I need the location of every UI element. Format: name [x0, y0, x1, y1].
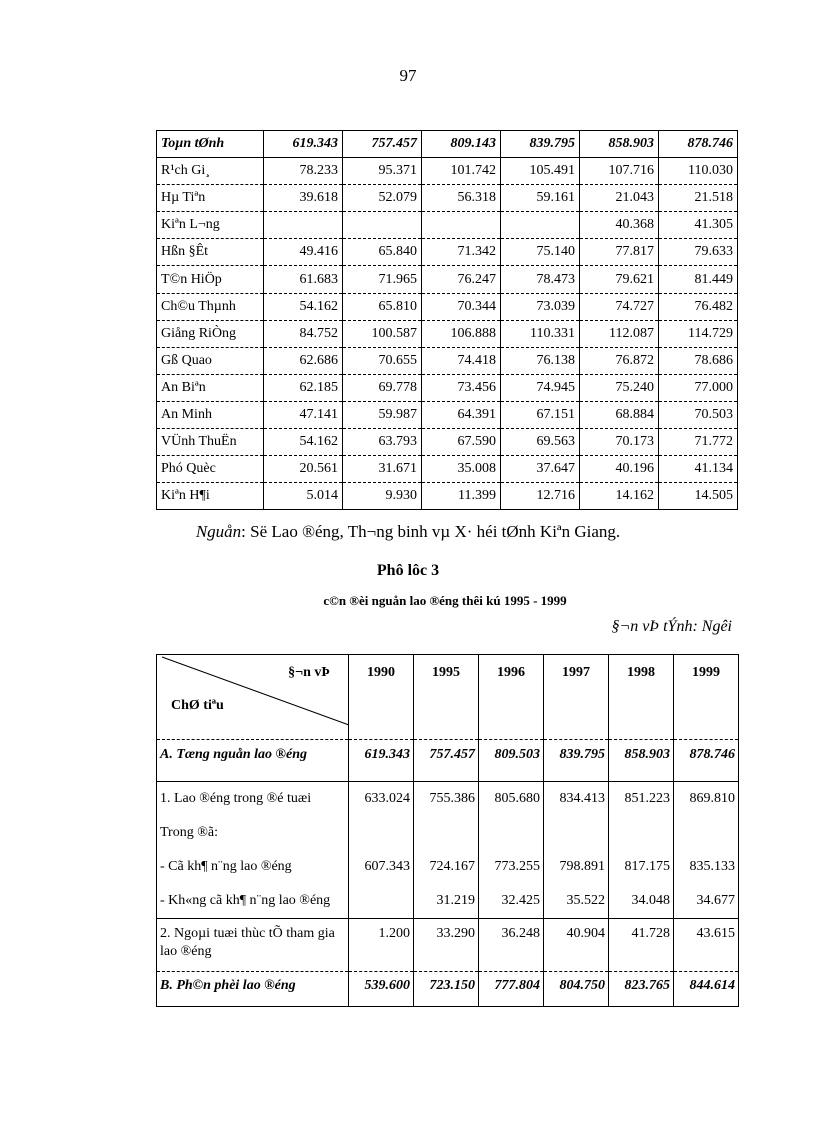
cell-value: 724.167: [429, 859, 475, 874]
year-header: 1995: [414, 655, 479, 740]
district-name: VÜnh ThuËn: [157, 429, 264, 456]
cell-value: 40.196: [580, 456, 659, 483]
table-row: [157, 239, 738, 266]
cell-value: 78.233: [264, 158, 343, 185]
cell-value: 31.219: [436, 893, 475, 908]
cell-value: 110.030: [659, 158, 738, 185]
cell-value: 858.903: [609, 740, 674, 782]
cell-value: 65.810: [343, 293, 422, 320]
table-row: [157, 293, 738, 320]
table-row: [157, 429, 738, 456]
cell-value: 36.248: [501, 926, 540, 941]
cell-value: 76.247: [422, 266, 501, 293]
year-header: 1996: [479, 655, 544, 740]
cell-value: 878.746: [659, 131, 738, 158]
cell-value: 77.000: [659, 374, 738, 401]
cell-value: 67.151: [501, 401, 580, 428]
table-row: [157, 266, 738, 293]
cell-value: 35.008: [422, 456, 501, 483]
cell-value: 34.048: [631, 893, 670, 908]
cell-value: 757.457: [343, 131, 422, 158]
cell-value: 54.162: [264, 429, 343, 456]
cell-group: [349, 919, 414, 972]
cell-value: 723.150: [414, 972, 479, 1007]
of-which-label: Trong ®ã:: [160, 825, 218, 840]
cell-value: 68.884: [580, 401, 659, 428]
cell-value: 809.503: [479, 740, 544, 782]
labor-balance-table: [156, 654, 739, 1007]
cell-value: 47.141: [264, 401, 343, 428]
table-row: [157, 347, 738, 374]
cell-value: 71.772: [659, 429, 738, 456]
cell-group: [544, 919, 609, 972]
cell-value: 78.686: [659, 347, 738, 374]
cell-value: 62.185: [264, 374, 343, 401]
table-row: [157, 320, 738, 347]
cell-value: 14.162: [580, 483, 659, 510]
cell-value: 64.391: [422, 401, 501, 428]
cell-value: 844.614: [674, 972, 739, 1007]
cell-value: 59.161: [501, 185, 580, 212]
cell-value: 107.716: [580, 158, 659, 185]
cell-value: 63.793: [343, 429, 422, 456]
cell-value: 76.138: [501, 347, 580, 374]
cell-value: 851.223: [624, 791, 670, 806]
table-row: [157, 374, 738, 401]
cell-value: 839.795: [544, 740, 609, 782]
cell-value: 101.742: [422, 158, 501, 185]
cell-value: 41.728: [631, 926, 670, 941]
cell-value: [264, 212, 343, 239]
year-header: 1998: [609, 655, 674, 740]
cell-value: 619.343: [264, 131, 343, 158]
cell-value: 77.817: [580, 239, 659, 266]
cell-value: 52.079: [343, 185, 422, 212]
cell-value: 65.840: [343, 239, 422, 266]
cell-value: 834.413: [559, 791, 605, 806]
district-name: Phó Quèc: [157, 456, 264, 483]
table-caption: c©n ®èi nguån lao ®éng thêi kú 1995 - 1999: [323, 593, 567, 608]
cell-value: 43.615: [696, 926, 735, 941]
cell-value: 773.255: [494, 859, 540, 874]
cell-value: 804.750: [544, 972, 609, 1007]
cell-group: [349, 782, 414, 919]
cell-value: 110.331: [501, 320, 580, 347]
unit-note: §¬n vÞ tÝnh: Ngêi: [611, 618, 732, 635]
table-row-labor-distribution: [157, 972, 739, 1007]
cell-value: 805.680: [494, 791, 540, 806]
cell-group: [544, 782, 609, 919]
cell-value: 858.903: [580, 131, 659, 158]
cell-value: 76.872: [580, 347, 659, 374]
cell-value: 40.904: [566, 926, 605, 941]
row-label: A. Tæng nguån lao ®éng: [157, 740, 349, 782]
cell-value: 1.200: [378, 926, 410, 941]
table-row: [157, 212, 738, 239]
year-header: 1997: [544, 655, 609, 740]
cell-group: [609, 919, 674, 972]
cell-value: 32.425: [501, 893, 540, 908]
district-name: Hµ Tiªn: [157, 185, 264, 212]
row-label: 1. Lao ®éng trong ®é tuæi: [160, 791, 312, 806]
year-header: 1999: [674, 655, 739, 740]
table-row-working-age: [157, 782, 739, 919]
table-row: [157, 401, 738, 428]
cell-group: [414, 919, 479, 972]
cell-value: 106.888: [422, 320, 501, 347]
cell-value: 76.482: [659, 293, 738, 320]
cell-value: 59.987: [343, 401, 422, 428]
cell-value: 33.290: [436, 926, 475, 941]
table-row: [157, 131, 738, 158]
cell-value: 39.618: [264, 185, 343, 212]
cell-value: 34.677: [696, 893, 735, 908]
cell-value: 69.778: [343, 374, 422, 401]
cell-value: 75.140: [501, 239, 580, 266]
cell-value: 54.162: [264, 293, 343, 320]
cell-value: 114.729: [659, 320, 738, 347]
cell-value: 633.024: [364, 791, 410, 806]
district-name: Gß Quao: [157, 347, 264, 374]
cell-value: 755.386: [429, 791, 475, 806]
district-name: Kiªn L¬ng: [157, 212, 264, 239]
table-row: [157, 456, 738, 483]
district-name: Ch©u Thµnh: [157, 293, 264, 320]
table-row-total-labor: [157, 740, 739, 782]
cell-value: 73.456: [422, 374, 501, 401]
row-label: - Kh«ng cã kh¶ n¨ng lao ®éng: [160, 893, 331, 908]
cell-value: 70.173: [580, 429, 659, 456]
cell-value: 798.891: [559, 859, 605, 874]
table-row: [157, 483, 738, 510]
district-name: An Biªn: [157, 374, 264, 401]
cell-value: 41.305: [659, 212, 738, 239]
cell-value: [501, 212, 580, 239]
table-row: [157, 158, 738, 185]
header-diagonal-cell: [157, 655, 349, 740]
cell-value: 21.043: [580, 185, 659, 212]
cell-value: 777.804: [479, 972, 544, 1007]
cell-value: 817.175: [624, 859, 670, 874]
cell-value: 619.343: [349, 740, 414, 782]
cell-value: 67.590: [422, 429, 501, 456]
cell-value: [422, 212, 501, 239]
header-criteria-label: ChØ tiªu: [171, 698, 224, 713]
district-name: Kiªn H¶i: [157, 483, 264, 510]
cell-value: 539.600: [349, 972, 414, 1007]
source-text: : Së Lao ®éng, Th¬ng binh vµ X· héi tØnh Kiªn Giang.: [241, 522, 621, 541]
district-population-table: [156, 130, 738, 510]
cell-value: 79.621: [580, 266, 659, 293]
cell-value: 40.368: [580, 212, 659, 239]
cell-value: 100.587: [343, 320, 422, 347]
cell-value: [352, 884, 410, 918]
cell-value: 49.416: [264, 239, 343, 266]
cell-value: 112.087: [580, 320, 659, 347]
appendix-title: Phô lôc 3: [376, 562, 440, 579]
table-header-row: [157, 655, 739, 740]
row-label: - Cã kh¶ n¨ng lao ®éng: [160, 859, 292, 874]
cell-value: 809.143: [422, 131, 501, 158]
page-number: 97: [399, 66, 417, 85]
cell-value: 823.765: [609, 972, 674, 1007]
source-lead: Nguån: [195, 522, 242, 541]
district-name: Toµn tØnh: [157, 131, 264, 158]
cell-value: 5.014: [264, 483, 343, 510]
cell-value: 20.561: [264, 456, 343, 483]
cell-value: 35.522: [566, 893, 605, 908]
cell-group: [674, 782, 739, 919]
source-note: [0, 522, 816, 542]
cell-group: [609, 782, 674, 919]
cell-group: [479, 919, 544, 972]
cell-value: 81.449: [659, 266, 738, 293]
header-unit-label: §¬n vÞ: [288, 665, 330, 680]
cell-value: 71.342: [422, 239, 501, 266]
cell-value: 71.965: [343, 266, 422, 293]
cell-value: 69.563: [501, 429, 580, 456]
row-label-cell: [157, 919, 349, 972]
cell-value: 105.491: [501, 158, 580, 185]
cell-value: 74.727: [580, 293, 659, 320]
cell-value: [343, 212, 422, 239]
cell-value: 79.633: [659, 239, 738, 266]
cell-value: 41.134: [659, 456, 738, 483]
cell-group: [479, 782, 544, 919]
cell-value: 70.344: [422, 293, 501, 320]
cell-group: [674, 919, 739, 972]
cell-value: 84.752: [264, 320, 343, 347]
cell-value: 74.418: [422, 347, 501, 374]
cell-value: 73.039: [501, 293, 580, 320]
district-name: Hßn §Êt: [157, 239, 264, 266]
cell-value: 869.810: [689, 791, 735, 806]
cell-value: 78.473: [501, 266, 580, 293]
district-name: T©n HiÖp: [157, 266, 264, 293]
cell-value: 61.683: [264, 266, 343, 293]
table-row-outside-age: [157, 919, 739, 972]
cell-value: 878.746: [674, 740, 739, 782]
cell-value: 70.655: [343, 347, 422, 374]
cell-value: 56.318: [422, 185, 501, 212]
district-name: An Minh: [157, 401, 264, 428]
cell-value: 835.133: [689, 859, 735, 874]
cell-group: [414, 782, 479, 919]
cell-value: 14.505: [659, 483, 738, 510]
year-header: 1990: [349, 655, 414, 740]
cell-value: 839.795: [501, 131, 580, 158]
cell-value: 37.647: [501, 456, 580, 483]
cell-value: 607.343: [364, 859, 410, 874]
cell-value: 74.945: [501, 374, 580, 401]
cell-value: 75.240: [580, 374, 659, 401]
table-row: [157, 185, 738, 212]
cell-value: 757.457: [414, 740, 479, 782]
row-label: B. Ph©n phèi lao ®éng: [157, 972, 349, 1007]
cell-value: 21.518: [659, 185, 738, 212]
cell-value: 11.399: [422, 483, 501, 510]
row-label-group: [157, 782, 349, 919]
cell-value: 62.686: [264, 347, 343, 374]
cell-value: 9.930: [343, 483, 422, 510]
cell-value: 70.503: [659, 401, 738, 428]
district-name: Giång RiÒng: [157, 320, 264, 347]
cell-value: 12.716: [501, 483, 580, 510]
cell-value: 31.671: [343, 456, 422, 483]
row-label: 2. Ngoµi tuæi thùc tÕ tham gia lao ®éng: [160, 926, 335, 959]
district-name: R¹ch Gi¸: [157, 158, 264, 185]
cell-value: 95.371: [343, 158, 422, 185]
